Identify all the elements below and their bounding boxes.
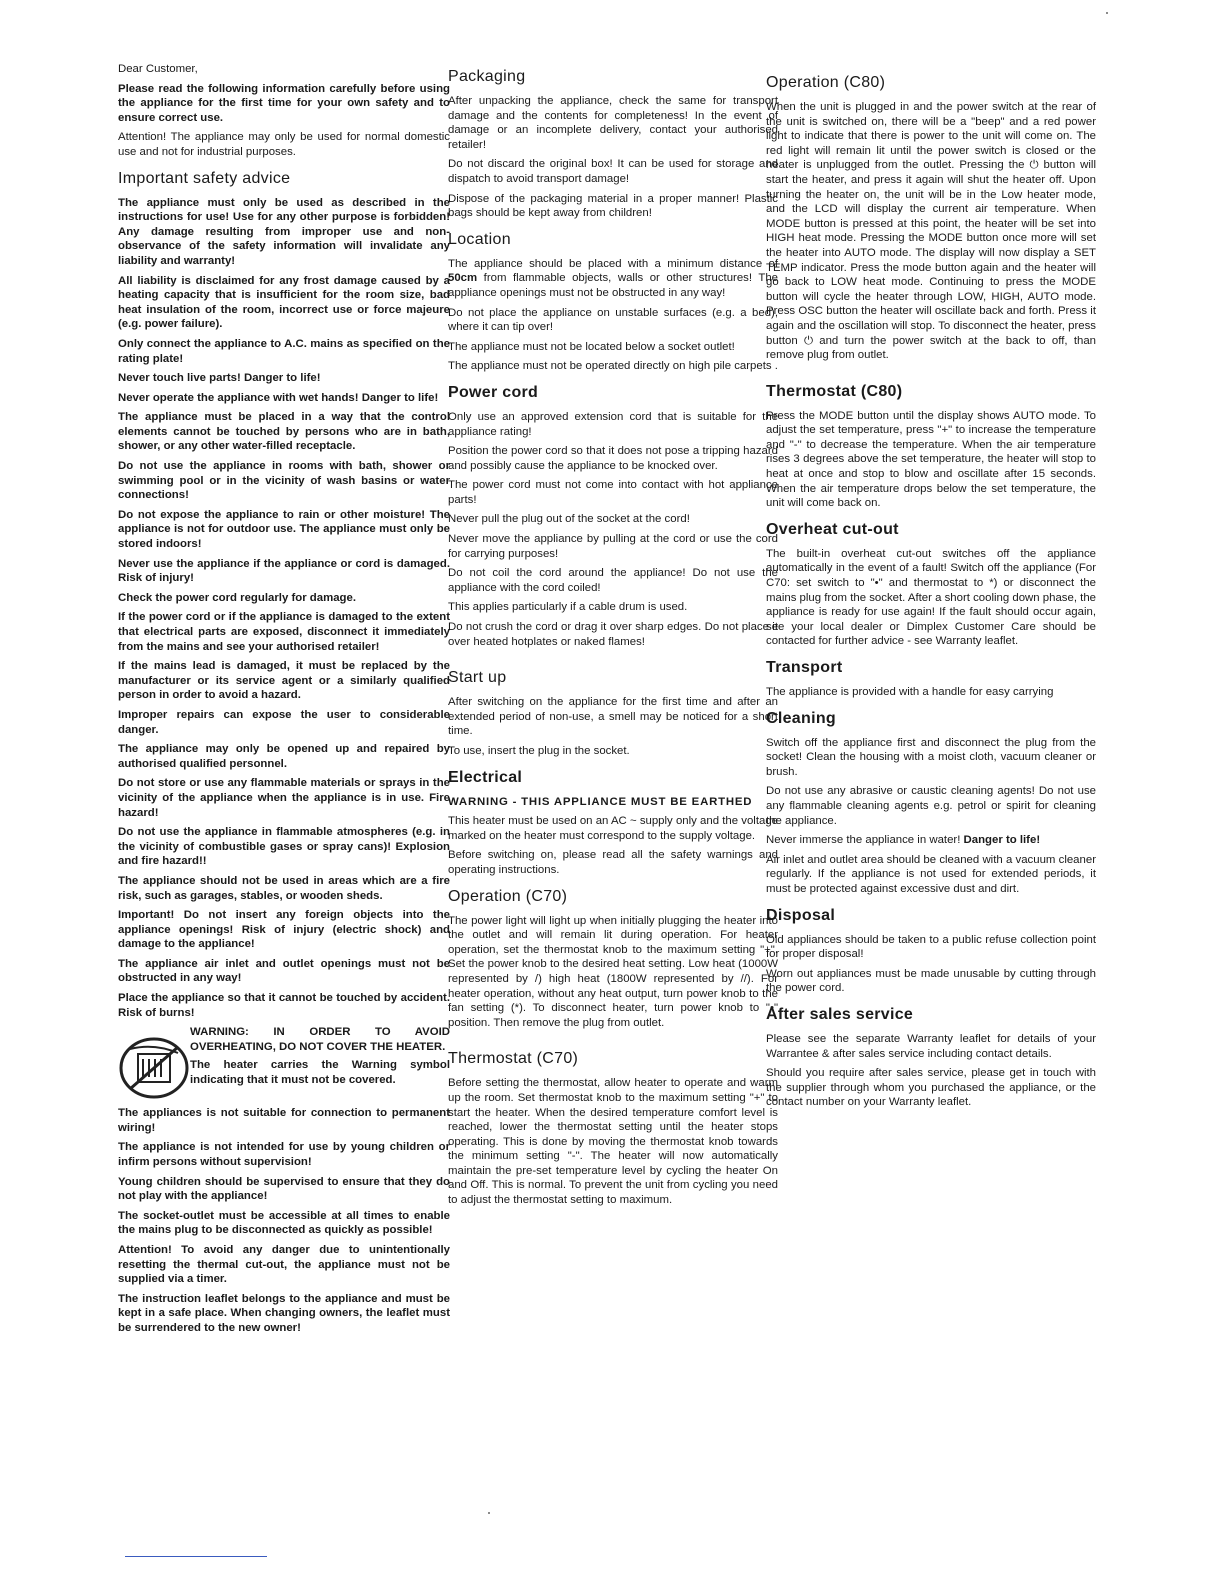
- start-up-text: After switching on the appliance for the first time and after an extended period of non-use, a smell may be noticed for a short time.: [448, 696, 778, 738]
- cleaning-text: Air inlet and outlet area should be cleaned with a vacuum cleaner regularly. If the appliance is not used for extended periods, it must be protected against excessive dust and dirt.: [766, 853, 1096, 895]
- packaging-heading: Packaging: [448, 68, 526, 85]
- safety-item: Do not use the appliance in rooms with bath, shower or swimming pool or in the vicinity of wash basins or water connections!: [118, 460, 450, 502]
- safety-item: Important! Do not insert any foreign objects into the appliance openings! Risk of injury (electric shock) and damage to the appliance!: [118, 909, 450, 951]
- transport-text: The appliance is provided with a handle for easy carrying: [766, 686, 1054, 698]
- thermostat-c70-text: Before setting the thermostat, allow heater to operate and warm up the room. Set thermostat knob to the maximum setting "+" to start the heater. When the desired temperature comfort level is reached, lower the thermostat setting until the heater stops operating. This is done by moving the thermostat knob towards the minimum setting "-". The heater will now automatically maintain the pre-set temperature level by cycling the heater On and Off. This is normal. To prevent the unit from cycling you need to adjust the thermostat setting to maximum.: [448, 1077, 778, 1207]
- warning-symbol-text: The heater carries the Warning symbol indicating that it must not be covered.: [190, 1059, 450, 1087]
- safety-item: The appliance must only be used as described in the instructions for use! Use for any other purpose is forbidden! Any damage resulting from improper use and non-observance of the safety information will invalidate any liability and warranty!: [118, 196, 450, 267]
- safety-item: Young children should be supervised to ensure that they do not play with the appliance!: [118, 1175, 450, 1203]
- cleaning-heading: Cleaning: [766, 709, 836, 727]
- safety-item: Check the power cord regularly for damage.: [118, 591, 357, 604]
- location-text: Do not place the appliance on unstable surfaces (e.g. a bed), where it can tip over!: [448, 306, 778, 334]
- safety-item: The appliance should not be used in areas which are a fire risk, such as garages, stables, or wooden sheds.: [118, 874, 450, 902]
- footer-rule: [125, 1556, 267, 1557]
- earthed-warning: WARNING - THIS APPLIANCE MUST BE EARTHED: [448, 795, 753, 808]
- safety-item: Place the appliance so that it cannot be touched by accident. Risk of burns!: [118, 992, 450, 1019]
- electrical-text: Before switching on, please read all the safety warnings and operating instructions.: [448, 849, 778, 876]
- greeting: Dear Customer,: [118, 63, 198, 75]
- safety-item: Attention! To avoid any danger due to unintentionally resetting the thermal cut-out, the appliance must not be supplied via a timer.: [118, 1244, 450, 1286]
- safety-item: The appliances is not suitable for connection to permanent wiring!: [118, 1107, 450, 1134]
- operation-c80-heading: Operation (C80): [766, 74, 886, 91]
- thermostat-c80-heading: Thermostat (C80): [766, 382, 903, 400]
- safety-item: The appliance must be placed in a way that the control elements cannot be touched by persons who are in bath, shower, or any other water-filled receptacle.: [118, 411, 450, 453]
- safety-item: The socket-outlet must be accessible at all times to enable the mains plug to be disconnected as quickly as possible!: [118, 1209, 450, 1237]
- start-up-text: To use, insert the plug in the socket.: [448, 745, 630, 757]
- column-middle: [448, 62, 778, 1213]
- column-right: [766, 62, 1096, 1115]
- location-heading: Location: [448, 230, 511, 248]
- safety-item: The appliance is not intended for use by young children or infirm persons without supervision!: [118, 1141, 450, 1169]
- power-cord-text: Do not coil the cord around the appliance! Do not use the appliance with the cord coiled!: [448, 567, 778, 594]
- overheat-text: The built-in overheat cut-out switches off the appliance automatically in the event of a fault! Switch off the appliance (For C70: set switch to "•" and thermostat to *) or disconnect the mains plug from the socket. After a short cooling down phase, the appliance is ready for use again! If the fault should occur again, see your local dealer or Dimplex Customer Care should be contacted for further advice - see Warranty leaflet.: [766, 547, 1096, 648]
- safety-item: Do not expose the appliance to rain or other moisture! The appliance is not for outdoor use. The appliance must only be stored indoors!: [118, 508, 450, 551]
- cleaning-text: Never immerse the appliance in water! Danger to life!: [766, 834, 1041, 847]
- cleaning-text: Do not use any abrasive or caustic cleaning agents! Do not use any flammable cleaning agents e.g. petrol or spirit for cleaning the appliance.: [766, 785, 1096, 827]
- packaging-text: After unpacking the appliance, check the same for transport damage and the contents for completeness! In the event of damage or an incomplete delivery, contact your authorised retailer!: [448, 95, 778, 151]
- disposal-text: Worn out appliances must be made unusable by cutting through the power cord.: [766, 967, 1096, 995]
- scan-speck: [488, 1512, 490, 1514]
- disposal-text: Old appliances should be taken to a public refuse collection point for proper disposal!: [766, 933, 1096, 961]
- power-cord-text: Only use an approved extension cord that is suitable for the appliance rating!: [448, 410, 778, 438]
- power-cord-text: Position the power cord so that it does not pose a tripping hazard and possibly cause the appliance to be knocked over.: [448, 445, 778, 472]
- electrical-heading: Electrical: [448, 768, 523, 786]
- power-cord-text: Do not crush the cord or drag it over sharp edges. Do not place it over heated hotplates or naked flames!: [448, 621, 778, 648]
- safety-item: The instruction leaflet belongs to the appliance and must be kept in a safe place. When changing owners, the leaflet must be surrendered to the new owner!: [118, 1292, 450, 1334]
- intro-paragraph: Please read the following information carefully before using the appliance for the first time for your own safety and to ensure correct use.: [118, 82, 450, 124]
- packaging-text: Dispose of the packaging material in a proper manner! Plastic bags should be kept away from children!: [448, 192, 778, 220]
- safety-item: Do not store or use any flammable materials or sprays in the vicinity of the appliance when the appliance is in use. Fire hazard!: [118, 777, 450, 819]
- safety-item: Never touch live parts! Danger to life!: [118, 372, 321, 385]
- thermostat-c70-heading: Thermostat (C70): [448, 1050, 579, 1068]
- cleaning-text: Switch off the appliance first and disconnect the plug from the socket! Clean the housing with a moist cloth, vacuum cleaner or brush.: [766, 736, 1096, 778]
- safety-item: The appliance air inlet and outlet openings must not be obstructed in any way!: [118, 957, 450, 985]
- location-text: The appliance must not be operated directly on high pile carpets .: [448, 360, 778, 373]
- do-not-cover-warning-icon: [118, 1035, 190, 1101]
- attention-domestic: Attention! The appliance may only be used for normal domestic use and not for industrial purposes.: [118, 131, 450, 158]
- do-not-cover-warning: [118, 1025, 450, 1101]
- safety-item: Never operate the appliance with wet hands! Danger to life!: [118, 391, 439, 404]
- after-sales-heading: After sales service: [766, 1005, 914, 1023]
- safety-item: Improper repairs can expose the user to considerable danger.: [118, 708, 450, 736]
- power-cord-text: Never move the appliance by pulling at the cord or use the cord for carrying purposes!: [448, 533, 778, 560]
- safety-item: Only connect the appliance to A.C. mains as specified on the rating plate!: [118, 337, 450, 365]
- overheat-heading: Overheat cut-out: [766, 520, 899, 538]
- start-up-heading: Start up: [448, 669, 507, 687]
- packaging-text: Do not discard the original box! It can be used for storage and dispatch to avoid transport damage!: [448, 158, 778, 185]
- thermostat-c80-text: Press the MODE button until the display shows AUTO mode. To adjust the set temperature, press "+" to increase the temperature and "-" to decrease the temperature. When the air temperature rises 3 degrees above the set temperature, the heater will stop to heat at once and stop to blow and oscillate after 15 seconds. When the air temperature drops below the set temperature, the unit will come back on.: [766, 409, 1096, 510]
- column-left: [118, 62, 450, 1341]
- operation-c70-text: The power light will light up when initially plugging the heater into the outlet and will remain lit during operation. For heater operation, set the thermostat knob to the maximum setting "+". Set the power knob to the desired heat setting. Low heat (1000W represented by /) high heat (1800W represented by //). For heater operation, without any heat output, turn power knob to the fan setting (*). To disconnect heater, turn power knob to "•" position. Then remove the plug from outlet.: [448, 914, 778, 1029]
- after-sales-text: Should you require after sales service, please get in touch with the supplier through whom you purchased the appliance, or the contact number on your Warranty leaflet.: [766, 1067, 1096, 1109]
- power-cord-text: This applies particularly if a cable drum is used.: [448, 601, 688, 614]
- disposal-heading: Disposal: [766, 906, 836, 924]
- safety-item: Do not use the appliance in flammable atmospheres (e.g. in the vicinity of combustible gases or spray cans)! Explosion and fire hazard!!: [118, 826, 450, 868]
- location-text: The appliance should be placed with a minimum distance of 50cm from flammable objects, walls or other structures! The appliance openings must not be obstructed in any way!: [448, 257, 778, 299]
- safety-heading: Important safety advice: [118, 169, 291, 187]
- operation-c70-heading: Operation (C70): [448, 887, 568, 905]
- safety-item: Never use the appliance if the appliance or cord is damaged. Risk of injury!: [118, 557, 450, 585]
- power-cord-heading: Power cord: [448, 383, 539, 401]
- transport-heading: Transport: [766, 659, 843, 676]
- scan-speck: [1106, 12, 1108, 14]
- after-sales-text: Please see the separate Warranty leaflet for details of your Warrantee & after sales service including contact details.: [766, 1032, 1096, 1060]
- safety-item: If the mains lead is damaged, it must be replaced by the manufacturer or its service agent or a similarly qualified person in order to avoid a hazard.: [118, 660, 450, 702]
- do-not-cover-warning-text: WARNING: IN ORDER TO AVOID OVERHEATING, DO NOT COVER THE HEATER.: [190, 1026, 450, 1053]
- power-cord-text: The power cord must not come into contact with hot appliance parts!: [448, 479, 778, 506]
- power-cord-text: Never pull the plug out of the socket at the cord!: [448, 513, 690, 526]
- safety-item: If the power cord or if the appliance is damaged to the extent that electrical parts are exposed, disconnect it immediately from the mains and see your authorised retailer!: [118, 611, 450, 653]
- safety-item: The appliance may only be opened up and repaired by authorised qualified personnel.: [118, 743, 450, 770]
- electrical-text: This heater must be used on an AC ~ supply only and the voltage marked on the heater must correspond to the supply voltage.: [448, 815, 778, 842]
- safety-item: All liability is disclaimed for any frost damage caused by a heating capacity that is insufficient for the room size, bad heat insulation of the room, incorrect use or force majeure (e.g. power failure).: [118, 274, 450, 331]
- operation-c80-text: When the unit is plugged in and the power switch at the rear of the unit is switched on, there will be a "beep" and a red power light to indicate that there is power to the unit will come on. The red light will remain lit until the power switch is closed or the heater is unplugged from the outlet. Pressing the ⏻ button will start the heater, and press it again will shut the heater off. Upon turning the heater on, the unit will be in the Low heater mode, and the LCD will display the current air temperature. When MODE button is pressed at this point, the heater will be set into HIGH heat mode. Pressing the MODE button once more will set the heater into AUTO mode. The display will now display a SET TEMP indicator. Press the mode button again and the heater will go back to LOW heat mode. Continuing to press the MODE button will cycle the heater through LOW, HIGH, AUTO mode. Press OSC button the heater will oscillate back and forth. Press it again and the oscillation will stop. To disconnect the heater, press button ⏻ and turn the power switch at the back to off, than remove plug from outlet.: [766, 101, 1096, 362]
- location-text: The appliance must not be located below a socket outlet!: [448, 340, 735, 353]
